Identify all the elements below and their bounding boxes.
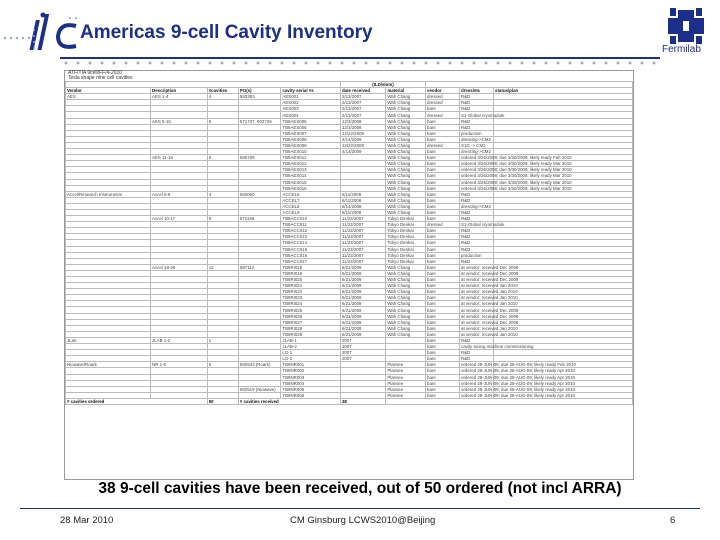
table-cell: AES003 [281,106,341,112]
table-cell: at vendor; received Jan 2010 [461,289,518,295]
table-cell: 6 [207,155,238,161]
table-cell: R&D [460,216,494,222]
table-cell: at vendor; received Dec 2009 [461,319,519,325]
table-cell: 11/23/2007 [340,240,385,246]
table-cell: R&D [460,124,494,130]
table-cell: TB9RI021 [281,283,341,289]
table-cell: 11/23/2007 [340,234,385,240]
table-cell: TB9RI026 [281,313,341,319]
table-cell: Plansee [386,380,426,386]
table-cell: Wah Chang [386,94,426,100]
inventory-sheet [64,70,634,480]
table-cell: Plansee [386,374,426,380]
table-cell: bare [426,209,460,215]
table-cell: bare [426,264,460,270]
table-cell: bare [426,270,460,276]
table-cell: Tokyo Denkai [386,240,426,246]
table-cell: bare [426,173,460,179]
table-cell: 2/13/2007 [340,94,385,100]
table-cell: 6/21/2009 [340,307,385,313]
table-cell: 4/14/2009 [340,136,385,142]
table-cell: AES001 [281,94,341,100]
table-cell: at vendor; received Dec 2009 [461,313,519,319]
table-cell: ordered 28-JUN-09; due 28-AUG-09; likely ready Apr 2010 [461,368,575,374]
table-cell: Wah Chang [386,179,426,185]
table-cell: TB9RI027 [281,319,341,325]
table-cell: AES 11-16 [151,155,208,161]
totals-received-value: 38 [340,398,385,404]
footer-rule [20,508,700,509]
table-cell: cavity tuning machine commissioning [461,344,534,350]
table-cell: bare [426,319,460,325]
table-cell: TB9NR001 [281,362,341,368]
footer-date: 28 Mar 2010 [60,515,114,526]
table-cell: bare [426,356,460,362]
table-cell: TB9RI029 [281,331,341,337]
table-cell: R&D [460,106,494,112]
table-cell: dressed [426,222,460,228]
table-cell: TB9RI023 [281,295,341,301]
table-cell: TB9AES012 [281,161,341,167]
fermilab-logo-icon [664,6,708,46]
table-cell: Wah Chang [386,325,426,331]
table-cell: Wah Chang [386,289,426,295]
table-cell: dressed [426,94,460,100]
table-cell: 6 [207,118,238,124]
table-cell: bare [426,161,460,167]
table-cell: Wah Chang [386,161,426,167]
table-cell: LG-2 [281,356,341,362]
table-cell: bare [426,301,460,307]
table-cell: 2007 [340,350,385,356]
table-cell: TB9AES015 [281,179,341,185]
table-cell: ordered 3/26/2008; due 3/30/2009; likely ready Mar 2010 [461,179,572,185]
table-cell: bare [426,283,460,289]
table-cell: dressing->CM2 [460,136,494,142]
table-cell: 4/14/2009 [340,149,385,155]
table-cell: 6/21/2009 [340,331,385,337]
table-cell: Wah Chang [386,209,426,215]
table-cell: 11/23/2007 [340,258,385,264]
column-header: vendor [426,88,460,94]
table-cell: at vendor; received Jan 2010 [461,283,518,289]
table-cell: S1G -> CM2 [460,142,494,148]
table-cell: LG-1 [281,350,341,356]
table-cell: R&D [460,191,494,197]
table-cell: 6/21/2009 [340,325,385,331]
table-cell: Wah Chang [386,185,426,191]
table-cell: TB9AES008 [281,136,341,142]
table-cell: R&D [460,209,494,215]
table-cell: at vendor; received Jan 2010 [461,301,518,307]
table-cell: JLab [66,337,151,343]
table-cell: Accel/Research Instruments [66,191,151,197]
table-cell: TB9ACC016 [281,252,341,258]
table-cell: Tokyo Denkai [386,228,426,234]
table-cell: TB9NR003 [281,374,341,380]
table-cell: at vendor; received Dec 2009 [461,270,519,276]
table-cell: 2007 [340,344,385,350]
table-cell: dressing->CM2 [460,203,494,209]
table-cell: R&D [460,234,494,240]
table-cell: Wah Chang [386,142,426,148]
table-cell: Wah Chang [386,106,426,112]
table-cell: TB9AES007 [281,130,341,136]
column-header: cavity serial #s [281,88,341,94]
table-cell: 6/11/2008 [340,191,385,197]
table-cell: AES002 [281,100,341,106]
table-cell: Wah Chang [386,167,426,173]
table-cell: TB9ACC012 [281,228,341,234]
table-cell: 571156 [238,216,281,222]
table-cell: dressing->CM2 [460,149,494,155]
table-cell: R&D [460,94,494,100]
table-cell: bare [426,362,460,368]
table-cell: at vendor; received Dec 2009 [461,307,519,313]
table-cell: Wah Chang [386,118,426,124]
table-cell: JLAB 1-2 [151,337,208,343]
table-cell: 11/23/2007 [340,246,385,252]
table-cell: bare [426,380,460,386]
table-cell: TB9RI024 [281,301,341,307]
table-cell: TB9AES005 [281,118,341,124]
table-cell: Wah Chang [386,283,426,289]
table-cell: Wah Chang [386,155,426,161]
table-cell: ACCEL7 [281,197,341,203]
table-cell: JLAB-1 [281,337,341,343]
sheet-heading-line-2: Tesla shape nine cell cavities [68,75,133,81]
totals-ordered-value: 50 [207,398,238,404]
table-cell: dressed [426,100,460,106]
table-cell: bare [426,368,460,374]
table-cell: 1 [207,337,238,343]
table-cell: 6/21/2009 [340,283,385,289]
table-cell: TB9NR002 [281,368,341,374]
table-cell: TB9ACC010 [281,216,341,222]
table-cell: 6/21/2009 [340,301,385,307]
table-cell: Wah Chang [386,203,426,209]
inventory-body [66,94,633,405]
table-cell: TB9AES010 [281,149,341,155]
table-cell: bare [426,246,460,252]
table-cell: Tokyo Denkai [386,216,426,222]
table-cell: ordered 3/26/2008; due 3/30/2009; likely ready Mar 2010 [461,167,572,173]
table-cell: bare [426,167,460,173]
header-rule [60,57,660,59]
column-header: PO(s) [238,88,281,94]
table-cell: JLAB-2 [281,344,341,350]
table-cell: at vendor; received Jan 2010 [461,325,518,331]
table-cell: R&D [460,337,494,343]
column-header: Vendor [66,88,151,94]
table-cell: bare [426,350,460,356]
table-cell: Wah Chang [386,130,426,136]
table-cell: bare [426,240,460,246]
table-cell: 587112 [238,264,281,270]
table-cell: ordered 28-JUN-09; due 28-AUG-09; likely ready Apr 2010 [461,386,575,392]
table-cell: ACCEL8 [281,203,341,209]
table-cell: bare [426,258,460,264]
fermilab-label: Fermilab [662,44,701,55]
table-cell: Wah Chang [386,270,426,276]
table-cell: bare [426,197,460,203]
table-cell: Tokyo Denkai [386,252,426,258]
table-cell: 12 [207,264,238,270]
table-cell: Accel 6-9 [151,191,208,197]
table-cell: ordered 3/26/2008; due 3/30/2009; likely ready Mar 2010 [461,185,572,191]
table-cell: 4 [207,191,238,197]
table-cell: R&D [460,350,494,356]
table-cell: TB9AES011 [281,155,341,161]
table-cell: R&D [460,118,494,124]
table-cell: 6/21/2009 [340,295,385,301]
column-header: Description [151,88,208,94]
table-cell: Plansee [386,368,426,374]
table-cell: bare [426,374,460,380]
table-cell: ordered 3/26/2008; due 3/30/2009; likely ready Mar 2010 [461,161,572,167]
table-cell: 4 [207,94,238,100]
table-cell: TB9NR004 [281,380,341,386]
table-cell: bare [426,386,460,392]
table-cell: 582533 (Roark) [238,362,281,368]
table-cell: 2007 [340,356,385,362]
column-header: status/plan [494,88,633,94]
table-cell: bare [426,392,460,398]
table-cell: Wah Chang [386,191,426,197]
table-cell: dressed [426,142,460,148]
table-cell: TB9RI019 [281,270,341,276]
table-cell: Tokyo Denkai [386,246,426,252]
column-header: #cavities [207,88,238,94]
table-cell: bare [426,124,460,130]
group-header: (ILD/slots) [340,82,425,88]
table-cell: bare [426,295,460,301]
table-cell: dressed [426,112,460,118]
table-cell: 6/14/2008 [340,203,385,209]
table-cell: Wah Chang [386,307,426,313]
table-cell: Wah Chang [386,197,426,203]
table-cell: TB9ACC017 [281,258,341,264]
decorative-dots-row [60,61,660,65]
table-cell: R&D [460,197,494,203]
table-cell: 585709 [238,155,281,161]
column-header: date received [340,88,385,94]
footer-page-number: 6 [670,515,676,526]
table-cell: TB9ACC015 [281,246,341,252]
table-cell: ordered 28-JUN-09; due 28-AUG-09; likely ready Apr 2010 [461,374,575,380]
table-cell: 582519 (Niowave) [238,386,281,392]
table-cell: bare [426,337,460,343]
table-cell: at vendor; received Jan 2010 [461,295,518,301]
table-cell: bare [426,307,460,313]
table-cell: Tokyo Denkai [386,222,426,228]
table-cell: Wah Chang [386,313,426,319]
table-cell: 571737, 602729 [238,118,281,124]
table-cell: 6/21/2009 [340,289,385,295]
table-cell: bare [426,216,460,222]
totals-received-label: # cavities received [238,398,340,404]
table-cell: TB9AES016 [281,185,341,191]
table-cell: Niowave/Roark [66,362,151,368]
table-cell: 11/23/2007 [340,252,385,258]
table-cell: bare [426,191,460,197]
table-cell: TB9NR006 [281,392,341,398]
table-cell: ACCEL6 [281,191,341,197]
table-cell: production [460,130,494,136]
table-cell: production [460,252,494,258]
table-cell: Tokyo Denkai [386,258,426,264]
table-cell: TB9ACC011 [281,222,341,228]
table-cell: 2007 [340,337,385,343]
table-cell: ordered 28-JUN-09; due 28-AUG-09; likely ready Feb 2010 [461,362,576,368]
table-cell: ordered 3/26/2008; due 3/30/2009; likely ready Feb 2010 [461,155,572,161]
table-cell: 6/21/2009 [340,313,385,319]
totals-filler [386,398,633,404]
table-cell: Accel 10-17 [151,216,208,222]
column-header: material [386,88,426,94]
table-cell: at vendor; received Jan 2010 [461,331,518,337]
table-cell: Wah Chang [386,173,426,179]
table-cell: 11/23/2007 [340,222,385,228]
table-cell: TB9AES013 [281,167,341,173]
table-cell: R&D [460,240,494,246]
table-cell: NR 1-6 [151,362,208,368]
table-cell: 6/21/2009 [340,277,385,283]
table-cell: bare [426,179,460,185]
table-cell: TB9ACC014 [281,240,341,246]
inventory-table [65,81,633,405]
sheet-heading-line-1: ATF/TIA 9cell/FF/4-2010 [68,70,123,76]
table-cell: TB9RI025 [281,307,341,313]
table-cell: ordered 28-JUN-09; due 28-AUG-09; likely ready Apr 2010 [461,380,575,386]
table-cell: bare [426,234,460,240]
table-cell: R&D [460,258,494,264]
table-cell: Wah Chang [386,136,426,142]
table-cell: 6 [207,362,238,368]
table-cell: R&D [460,356,494,362]
table-cell: bare [426,289,460,295]
table-cell: bare [426,106,460,112]
table-cell: Plansee [386,386,426,392]
ilc-logo-icon [30,10,80,58]
table-cell: bare [426,277,460,283]
table-cell: TB9RI028 [281,325,341,331]
totals-ordered-label: # cavities ordered [66,398,208,404]
table-cell: bare [426,149,460,155]
table-cell: ordered 28-JUN-09; due 28-AUG-09; likely ready Apr 2010 [461,392,575,398]
table-cell: 12/22/2008 [340,142,385,148]
table-cell: 6/21/2009 [340,270,385,276]
table-cell: bare [426,331,460,337]
table-cell: bare [426,228,460,234]
table-cell: Wah Chang [386,319,426,325]
table-cell: 6/21/2009 [340,264,385,270]
table-cell: Wah Chang [386,331,426,337]
table-cell: TB9RI018 [281,264,341,270]
table-cell: 2/13/2007 [340,106,385,112]
table-cell: 2/13/2007 [340,112,385,118]
table-cell: 6/21/2009 [340,319,385,325]
table-cell: AES 5-10 [151,118,208,124]
table-cell: bare [426,252,460,258]
table-cell: Wah Chang [386,301,426,307]
table-cell: Wah Chang [386,124,426,130]
table-cell: bare [426,325,460,331]
table-cell: at vendor; received Dec 2009 [461,264,519,270]
table-cell: bare [426,118,460,124]
table-cell: 12/22/2008 [340,130,385,136]
table-cell: TB9AES009 [281,142,341,148]
table-cell: TB9AES006 [281,124,341,130]
table-cell: R&D [460,100,494,106]
totals-row [66,398,633,404]
table-cell: bare [426,344,460,350]
table-cell: ordered 3/26/2008; due 3/30/2009; likely ready Mar 2010 [461,173,572,179]
table-cell: ACCEL9 [281,209,341,215]
table-cell: bare [426,136,460,142]
table-cell: at vendor; received Dec 2009 [461,277,519,283]
footer-author: CM Ginsburg LCWS2010@Beijing [290,515,436,526]
slide-title: Americas 9-cell Cavity Inventory [80,22,373,43]
table-cell: S1-Global cryomodule [461,222,505,228]
table-cell: AES004 [281,112,341,118]
table-cell: bare [426,203,460,209]
table-cell: Plansee [386,362,426,368]
table-cell: TB9AES014 [281,173,341,179]
table-cell: 11/23/2007 [340,216,385,222]
table-cell: Wah Chang [386,295,426,301]
table-cell: AES [66,94,151,100]
table-cell: Plansee [386,392,426,398]
table-cell: 6/11/2008 [340,209,385,215]
table-cell: 12/3/2008 [340,124,385,130]
table-cell: Wah Chang [386,112,426,118]
table-cell: TB9RI022 [281,289,341,295]
table-cell: R&D [460,228,494,234]
table-cell: Wah Chang [386,277,426,283]
table-cell: R&D [460,246,494,252]
table-cell: TB9NR005 [281,386,341,392]
table-cell: Tokyo Denkai [386,234,426,240]
table-cell: Accel 18-29 [151,264,208,270]
table-cell: Wah Chang [386,100,426,106]
table-cell: AES 1-4 [151,94,208,100]
table-cell: S1-Global cryomodule [461,112,505,118]
table-cell: 8 [207,216,238,222]
table-cell: 6/11/2008 [340,197,385,203]
slide-caption: 38 9-cell cavities have been received, out of 50 ordered (not incl ARRA) [98,480,622,497]
table-cell: 583353 [238,94,281,100]
table-cell: bare [426,185,460,191]
table-cell: 560060 [238,191,281,197]
table-cell: TB9RI020 [281,277,341,283]
table-cell: Wah Chang [386,149,426,155]
column-header: dress/etc [460,88,494,94]
table-cell: TB9ACC013 [281,234,341,240]
table-cell: bare [426,130,460,136]
table-cell: bare [426,155,460,161]
table-cell: 2/13/2007 [340,100,385,106]
table-cell: 11/23/2007 [340,228,385,234]
table-cell: 12/3/2008 [340,118,385,124]
table-cell: bare [426,313,460,319]
table-cell: Wah Chang [386,264,426,270]
